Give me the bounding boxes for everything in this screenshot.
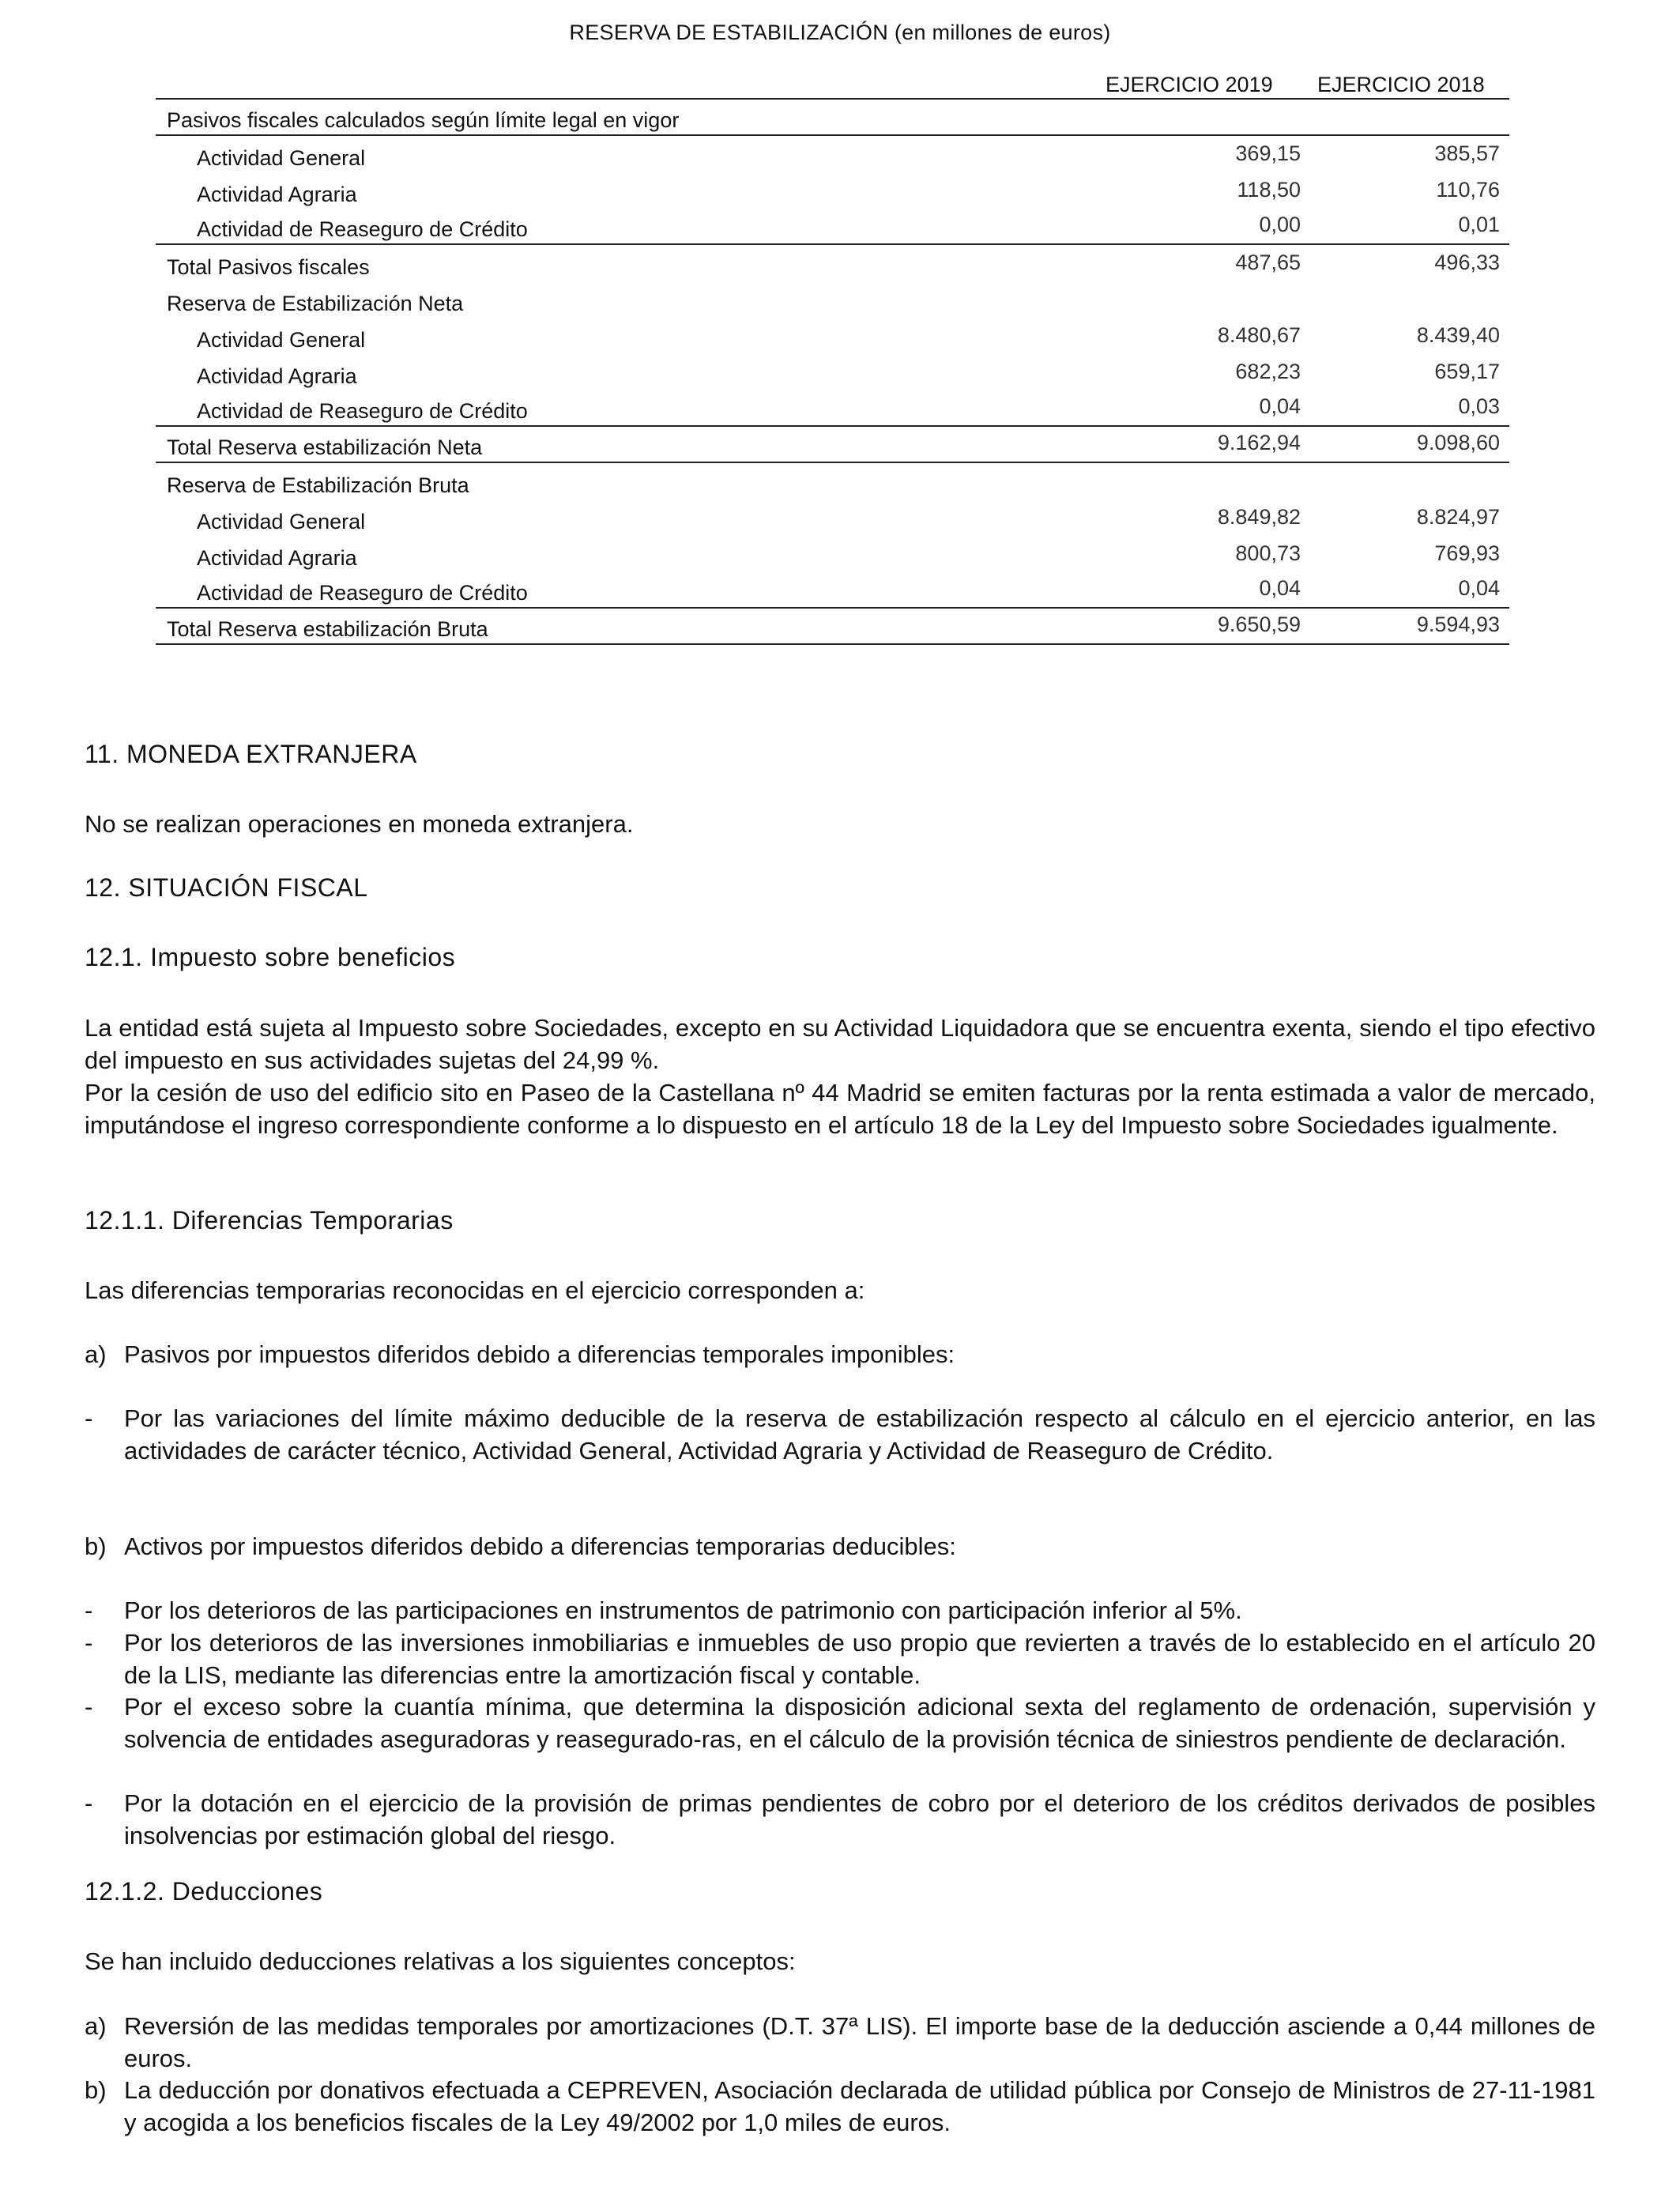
list-marker: b) [85, 2076, 107, 2104]
section-12-1-paragraph-1: La entidad está sujeta al Impuesto sobre Sociedades, excepto en su Actividad Liquidadora que se encuentra exenta, siendo el tipo efectivo del impuesto en sus actividades sujetas del 24,99 %. [85, 1014, 1595, 1074]
value-2018: 769,93 [1434, 541, 1500, 565]
row-label: Actividad General [197, 146, 366, 170]
value-2019: 9.650,59 [1217, 613, 1301, 636]
value-2019: 487,65 [1235, 251, 1301, 274]
value-2018: 8.439,40 [1416, 323, 1500, 347]
value-2018: 0,01 [1458, 213, 1500, 236]
value-2019: 0,04 [1259, 394, 1301, 418]
table-row [156, 572, 1509, 609]
list-marker: a) [85, 2012, 107, 2040]
row-label: Reserva de Estabilización Bruta [167, 473, 469, 497]
list-marker: b) [85, 1532, 107, 1560]
section-12-1-2-heading: 12.1.2. Deducciones [85, 1877, 323, 1906]
row-label: Actividad de Reaseguro de Crédito [197, 581, 528, 605]
row-label: Total Pasivos fiscales [167, 255, 370, 279]
value-2018: 385,57 [1434, 141, 1500, 165]
list-item-text: Pasivos por impuestos diferidos debido a diferencias temporales imponibles: [124, 1340, 955, 1368]
section-11-heading: 11. MONEDA EXTRANJERA [85, 740, 417, 768]
value-2019: 682,23 [1235, 360, 1301, 383]
table-row [156, 536, 1509, 572]
value-2018: 9.594,93 [1416, 613, 1500, 636]
section-12-1-1-intro: Las diferencias temporarias reconocidas en el ejercicio corresponden a: [85, 1276, 865, 1304]
row-label: Actividad Agraria [197, 364, 357, 388]
list-marker: - [85, 1629, 93, 1657]
value-2019: 0,04 [1259, 576, 1301, 600]
value-2019: 800,73 [1235, 541, 1301, 565]
row-label: Total Reserva estabilización Neta [167, 435, 483, 459]
table-title: RESERVA DE ESTABILIZACIÓN (en millones de euros) [569, 21, 1111, 44]
section-11-text: No se realizan operaciones en moneda extranjera. [85, 810, 634, 838]
value-2019: 9.162,94 [1217, 431, 1301, 454]
row-label: Actividad General [197, 328, 366, 352]
list-marker: a) [85, 1340, 107, 1368]
table-row [156, 390, 1509, 427]
list-marker: - [85, 1693, 93, 1721]
value-2018: 496,33 [1434, 251, 1500, 274]
list-item-text: La deducción por donativos efectuada a CEPREVEN, Asociación declarada de utilidad pública por Consejo de Ministros de 27-11-1981 y acogida a los beneficios fiscales de la Ley 49/2002 por 1,0 miles de euros. [124, 2076, 1595, 2136]
row-label: Reserva de Estabilización Neta [167, 292, 464, 315]
section-12-1-paragraph-2: Por la cesión de uso del edificio sito en Paseo de la Castellana nº 44 Madrid se emiten facturas por la renta estimada a valor de mercado, imputándose el ingreso correspondiente conforme a lo dispuesto en el artículo 18 de la Ley del Impuesto sobre Sociedades igualmente. [85, 1079, 1595, 1139]
table-row [156, 499, 1509, 536]
column-header-2019: EJERCICIO 2019 [1106, 73, 1273, 96]
list-item-text: Por las variaciones del límite máximo deducible de la reserva de estabilización respecto al cálculo en el ejercicio anterior, en las actividades de carácter técnico, Actividad General, Actividad Agraria y Actividad de Reaseguro de Crédito. [124, 1404, 1595, 1465]
row-label: Actividad de Reaseguro de Crédito [197, 217, 528, 241]
value-2019: 118,50 [1237, 178, 1301, 202]
list-item-text: Por el exceso sobre la cuantía mínima, que determina la disposición adicional sexta del reglamento de ordenación, supervisión y solvencia de entidades aseguradoras y reasegurado-ras, en el cálculo de la provisión técnica de siniestros pendiente de declaración. [124, 1693, 1595, 1753]
list-item-text: Por los deterioros de las participaciones en instrumentos de patrimonio con participación inferior al 5%. [124, 1596, 1242, 1624]
value-2019: 8.480,67 [1217, 323, 1301, 347]
section-12-1-heading: 12.1. Impuesto sobre beneficios [85, 943, 456, 971]
table-row-total [156, 245, 1509, 281]
value-2019: 8.849,82 [1217, 505, 1301, 529]
table-header [156, 71, 1509, 100]
list-item-text: Activos por impuestos diferidos debido a diferencias temporarias deducibles: [124, 1532, 956, 1560]
value-2018: 110,76 [1436, 178, 1500, 202]
value-2018: 659,17 [1434, 360, 1500, 383]
list-item-text: Reversión de las medidas temporales por amortizaciones (D.T. 37ª LIS). El importe base de la deducción asciende a 0,44 millones de euros. [124, 2012, 1595, 2072]
list-item-text: Por la dotación en el ejercicio de la provisión de primas pendientes de cobro por el deterioro de los créditos derivados de posibles insolvencias por estimación global del riesgo. [124, 1789, 1595, 1849]
table-row [156, 172, 1509, 209]
list-marker: - [85, 1596, 93, 1624]
table-row [156, 281, 1509, 318]
table-row [156, 100, 1509, 136]
section-12-1-2-intro: Se han incluido deducciones relativas a los siguientes conceptos: [85, 1947, 796, 1975]
table-row [156, 209, 1509, 245]
value-2018: 9.098,60 [1416, 431, 1500, 454]
value-2018: 0,03 [1458, 394, 1500, 418]
stabilization-reserve-table [156, 71, 1509, 645]
column-header-2018: EJERCICIO 2018 [1317, 73, 1485, 96]
list-item-text: Por los deterioros de las inversiones inmobiliarias e inmuebles de uso propio que revierten a través de lo establecido en el artículo 20 de la LIS, mediante las diferencias entre la amortización fiscal y contable. [124, 1629, 1595, 1689]
value-2019: 0,00 [1259, 213, 1301, 236]
section-12-1-1-heading: 12.1.1. Diferencias Temporarias [85, 1206, 454, 1235]
table-row-total [156, 427, 1509, 463]
row-label: Actividad Agraria [197, 183, 357, 206]
value-2019: 369,15 [1235, 141, 1301, 165]
list-marker: - [85, 1404, 93, 1432]
row-label: Actividad de Reaseguro de Crédito [197, 399, 528, 423]
table-row-total [156, 609, 1509, 645]
row-label: Actividad General [197, 510, 366, 533]
section-12-heading: 12. SITUACIÓN FISCAL [85, 873, 368, 902]
value-2018: 8.824,97 [1416, 505, 1500, 529]
row-label: Total Reserva estabilización Bruta [167, 617, 488, 641]
list-marker: - [85, 1789, 93, 1817]
table-row [156, 318, 1509, 354]
value-2018: 0,04 [1458, 576, 1500, 600]
table-row [156, 463, 1509, 499]
row-label: Actividad Agraria [197, 546, 357, 570]
row-label: Pasivos fiscales calculados según límite legal en vigor [167, 108, 680, 132]
table-row [156, 136, 1509, 172]
table-row [156, 354, 1509, 390]
